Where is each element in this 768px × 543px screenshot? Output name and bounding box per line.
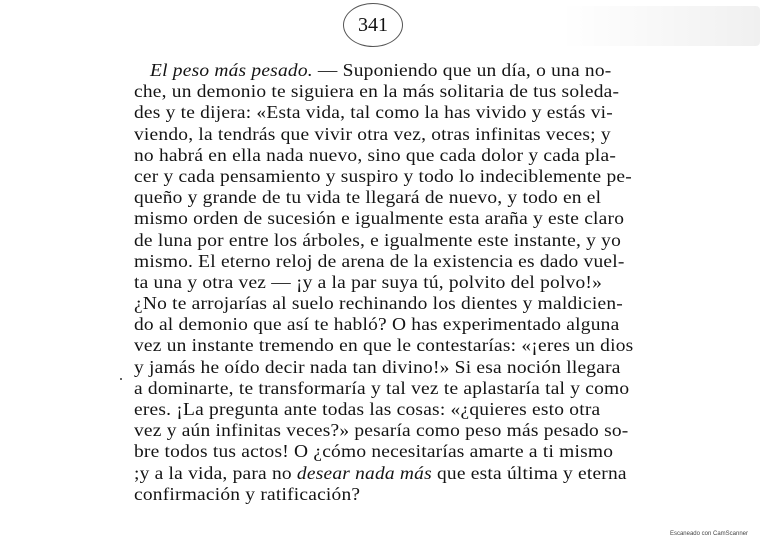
text-line [134,60,634,81]
scanner-watermark: Escaneado con CamScanner [669,531,748,537]
text-line [134,378,634,399]
ink-speck [120,378,122,380]
text-line [134,230,634,251]
line-text: do al demonio que así te habló? O has experimentado alguna [134,314,620,335]
text-line [134,272,634,293]
line-text: vez y aún infinitas veces?» pesaría como peso más pesado so- [134,420,629,441]
line-text: de luna por entre los árboles, e igualmente este instante, y yo [134,229,622,250]
line-text: mismo. El eterno reloj de arena de la existencia es dado vuel- [134,250,625,271]
text-line [134,463,634,484]
emphasized-text: desear nada más [296,462,432,483]
line-text: ;y a la vida, para no [134,462,297,483]
line-text: eres. ¡La pregunta ante todas las cosas: «¿quieres esto otra [134,399,601,419]
text-line [134,251,634,272]
text-line [134,124,634,145]
line-text: — Suponiendo que un día, o una no- [312,60,612,80]
text-line [134,441,634,462]
text-line [134,102,634,123]
line-text: no habrá en ella nada nuevo, sino que cada dolor y cada pla- [134,144,617,165]
show-through-shadow [560,6,760,46]
section-heading: El peso más pesado. [150,60,313,80]
paragraph [134,60,634,505]
text-line [134,484,634,505]
text-line [134,187,634,208]
text-line [134,166,634,187]
text-line [134,208,634,229]
line-text: confirmación y ratificación? [134,483,361,504]
line-text: que esta última y eterna [431,462,627,483]
line-text: cer y cada pensamiento y suspiro y todo lo indeciblemente pe- [134,165,632,186]
text-line [134,81,634,102]
text-line [134,293,634,314]
text-line [134,420,634,441]
line-text: a dominarte, te transformaría y tal vez te aplastaría tal y como [134,377,630,398]
text-line [134,145,634,166]
line-text: y jamás he oído decir nada tan divino!» Si esa noción llegara [134,356,621,377]
line-text: des y te dijera: «Esta vida, tal como la has vivido y estás vi- [134,102,613,123]
line-text: ¿No te arrojarías al suelo rechinando los dientes y maldicien- [134,293,623,314]
line-text: che, un demonio te siguiera en la más solitaria de tus soleda- [134,81,620,102]
line-text: bre todos tus actos! O ¿cómo necesitarías amarte a ti mismo [134,441,614,462]
text-line [134,399,634,420]
line-text: queño y grande de tu vida te llegará de nuevo, y todo en el [134,187,602,208]
line-text: ta una y otra vez — ¡y a la par suya tú, polvito del polvo!» [134,271,603,292]
text-line [134,357,634,378]
line-text: viendo, la tendrás que vivir otra vez, otras infinitas veces; y [134,123,611,144]
line-text: mismo orden de sucesión e igualmente esta araña y este claro [134,208,625,229]
page-number: 341 [358,14,388,36]
line-text: vez un instante tremendo en que le contestarías: «¡eres un dios [134,335,634,356]
text-line [134,314,634,335]
text-line [134,335,634,356]
